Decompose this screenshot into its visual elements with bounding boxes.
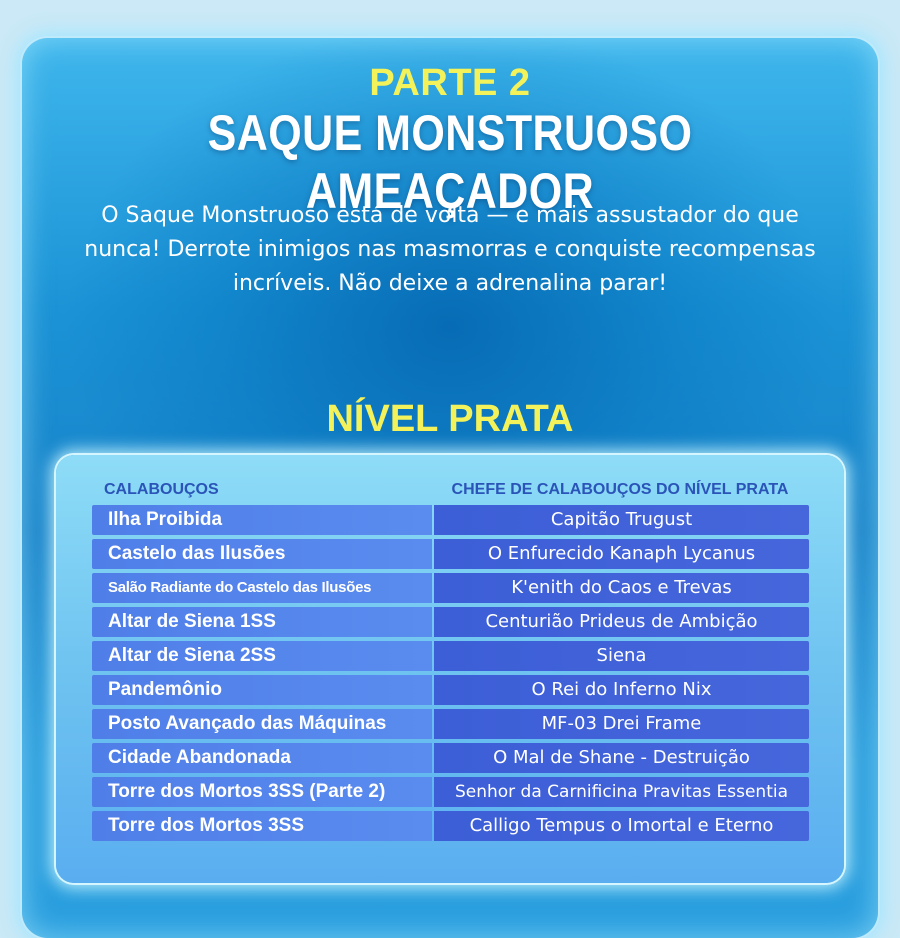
boss-cell: Calligo Tempus o Imortal e Eterno (434, 811, 809, 841)
dungeon-cell: Altar de Siena 2SS (92, 641, 432, 671)
part-label: PARTE 2 (369, 62, 531, 104)
boss-cell: O Rei do Inferno Nix (434, 675, 809, 705)
dungeon-cell: Altar de Siena 1SS (92, 607, 432, 637)
table-row (92, 607, 809, 637)
table-body (92, 505, 809, 845)
boss-cell: MF-03 Drei Frame (434, 709, 809, 739)
table-row (92, 505, 809, 535)
dungeon-cell: Salão Radiante do Castelo das Ilusões (92, 573, 432, 603)
boss-cell: Siena (434, 641, 809, 671)
section-title: NÍVEL PRATA (326, 398, 574, 440)
boss-cell: Senhor da Carnificina Pravitas Essentia (434, 777, 809, 807)
boss-cell: Centurião Prideus de Ambição (434, 607, 809, 637)
table-row (92, 573, 809, 603)
dungeon-table (56, 455, 844, 883)
dungeon-cell: Ilha Proibida (92, 505, 432, 535)
dungeon-cell: Torre dos Mortos 3SS (Parte 2) (92, 777, 432, 807)
table-header (56, 481, 844, 501)
dungeon-cell: Cidade Abandonada (92, 743, 432, 773)
boss-cell: O Mal de Shane - Destruição (434, 743, 809, 773)
boss-cell: O Enfurecido Kanaph Lycanus (434, 539, 809, 569)
dungeon-cell: Castelo das Ilusões (92, 539, 432, 569)
event-panel (22, 38, 878, 938)
dungeon-cell: Torre dos Mortos 3SS (92, 811, 432, 841)
boss-cell: K'enith do Caos e Trevas (434, 573, 809, 603)
column-header-bosses: CHEFE DE CALABOUÇOS DO NÍVEL PRATA (451, 481, 789, 498)
table-row (92, 811, 809, 841)
dungeon-cell: Pandemônio (92, 675, 432, 705)
table-row (92, 539, 809, 569)
table-row (92, 641, 809, 671)
table-row (92, 743, 809, 773)
dungeon-cell: Posto Avançado das Máquinas (92, 709, 432, 739)
boss-cell: Capitão Trugust (434, 505, 809, 535)
column-header-dungeons: CALABOUÇOS (104, 481, 219, 498)
event-description: O Saque Monstruoso está de volta — e mais assustador do que nunca! Derrote inimigos nas masmorras e conquiste recompensas incríveis. Não deixe a adrenalina parar! (84, 203, 816, 296)
table-row (92, 675, 809, 705)
page-title: SAQUE MONSTRUOSO AMEAÇADOR (207, 105, 693, 219)
table-row (92, 777, 809, 807)
table-row (92, 709, 809, 739)
